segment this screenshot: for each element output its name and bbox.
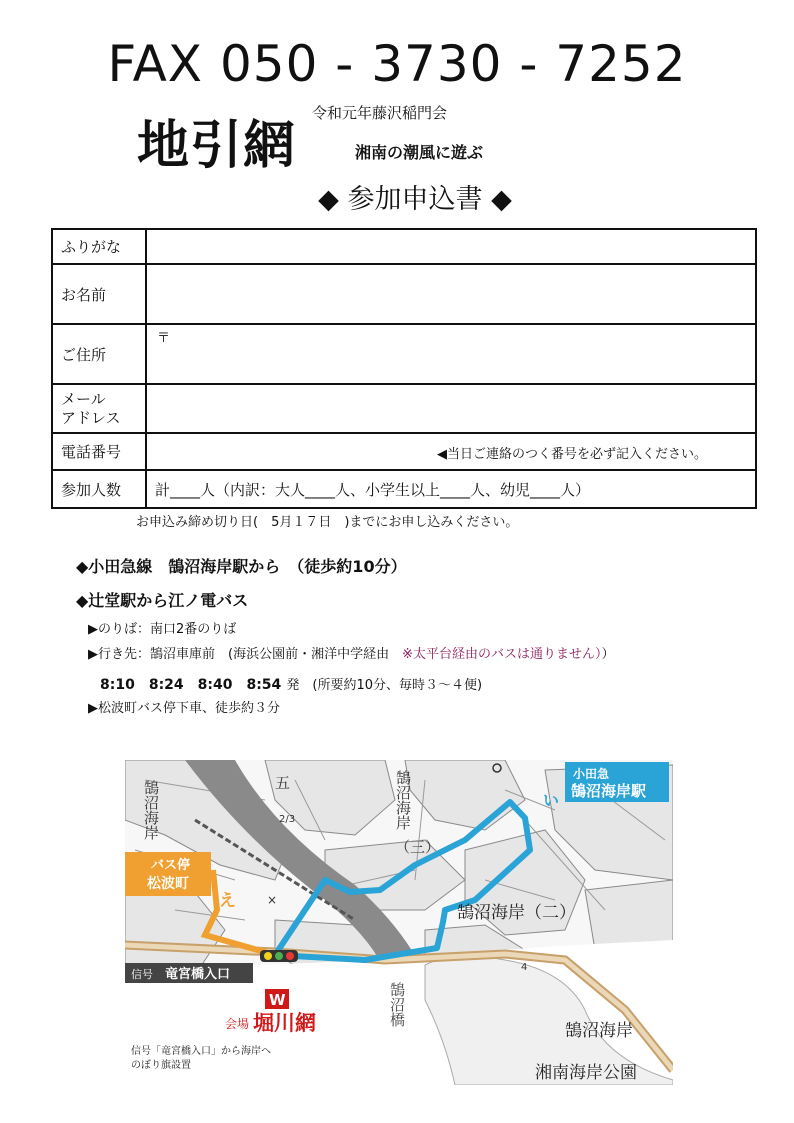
- san-label: （三）: [395, 838, 441, 856]
- deadline-note: お申込み締め切り日( 5月１７日 )までにお申し込みください。: [136, 515, 519, 530]
- venue-label: 会場: [225, 1017, 250, 1031]
- station-name-label: 鵠沼海岸駅: [571, 782, 647, 800]
- flag-note-2: のぼり旗設置: [131, 1060, 191, 1071]
- venue-mark: W: [269, 991, 286, 1009]
- vertical-label-kugenuma-2: 鵠沼海岸: [394, 770, 412, 830]
- event-subtitle: 湘南の潮風に遊ぶ: [355, 143, 484, 162]
- police-box-icon: ×: [267, 893, 278, 907]
- email-field[interactable]: [146, 384, 756, 433]
- area-label-kugenuma: 鵠沼海岸: [565, 1021, 633, 1041]
- address-field[interactable]: [146, 324, 756, 384]
- event-organizer: 令和元年藤沢稲門会: [312, 104, 448, 122]
- signal-name: 竜宮橋入口: [165, 967, 231, 982]
- application-form: [51, 228, 757, 509]
- route-number: 4: [521, 962, 528, 973]
- bus-destination-text: ▶行き先：鵠沼車庫前 (海浜公園前・湘洋中学経由: [88, 647, 403, 662]
- email-label: メール アドレス: [52, 384, 146, 433]
- form-row-phone: [52, 433, 756, 470]
- bus-stop-info: ▶のりば：南口2番のりば: [88, 622, 237, 637]
- name-label: お名前: [52, 264, 146, 324]
- bus-stop-label-2: 松波町: [147, 876, 189, 892]
- bus-stop-mark: え: [219, 891, 236, 911]
- signal-yellow-light: [264, 952, 272, 960]
- bus-warning: ※太平台経由のバスは通りません）: [402, 647, 602, 662]
- bus-destination-close: ）: [601, 647, 615, 662]
- name-field[interactable]: [146, 264, 756, 324]
- form-row-name: [52, 264, 756, 324]
- signal-label: 信号: [131, 968, 153, 981]
- form-row-furigana: [52, 229, 756, 264]
- signal-red-light: [286, 952, 294, 960]
- vertical-label-bridge: 鵠沼橋: [388, 982, 406, 1027]
- phone-note: ◀当日ご連絡のつく番号を必ず記入ください。: [437, 447, 707, 462]
- form-row-address: [52, 324, 756, 384]
- phone-field[interactable]: [146, 433, 756, 470]
- chome-number: 2/3: [279, 814, 296, 825]
- participants-field[interactable]: 計____人（内訳：大人____人、小学生以上____人、幼児____人）: [146, 470, 756, 508]
- vertical-label-kugenuma: 鵠沼海岸: [142, 780, 160, 840]
- form-row-email: [52, 384, 756, 433]
- station-mark: い: [543, 791, 560, 810]
- address-label: ご住所: [52, 324, 146, 384]
- park-label: 湘南海岸公園: [535, 1063, 637, 1083]
- signal-green-light: [275, 952, 283, 960]
- venue-name: 堀川網: [253, 1011, 316, 1035]
- form-row-participants: [52, 470, 756, 508]
- bus-destination: [88, 646, 615, 664]
- postal-mark: 〒: [157, 331, 171, 346]
- bus-times: [100, 674, 482, 695]
- bus-times-suffix: 発 (所要約10分、毎時３～４便): [286, 678, 483, 693]
- furigana-label: ふりがな: [52, 229, 146, 264]
- participants-label: 参加人数: [52, 470, 146, 508]
- route-odakyu: ◆小田急線 鵠沼海岸駅から （徒歩約10分）: [76, 557, 407, 576]
- station-line-label: 小田急: [573, 767, 610, 781]
- furigana-field[interactable]: [146, 229, 756, 264]
- area-label-2chome: 鵠沼海岸（二）: [457, 903, 576, 923]
- event-title: 地引網: [137, 116, 297, 176]
- fax-number: FAX 050 - 3730 - 7252: [107, 35, 687, 93]
- flag-note-1: 信号「竜宮橋入口」から海岸へ: [131, 1046, 271, 1057]
- walk-info: ▶松波町バス停下車、徒歩約３分: [88, 701, 280, 716]
- form-title: ◆ 参加申込書 ◆: [318, 184, 512, 215]
- phone-label: 電話番号: [52, 433, 146, 470]
- bus-stop-label-1: バス停: [151, 858, 191, 873]
- route-bus: ◆辻堂駅から江ノ電バス: [76, 591, 249, 610]
- go-label: 五: [275, 774, 291, 792]
- access-map: [125, 760, 673, 1085]
- bus-times-values: 8:10 8:24 8:40 8:54: [100, 677, 282, 693]
